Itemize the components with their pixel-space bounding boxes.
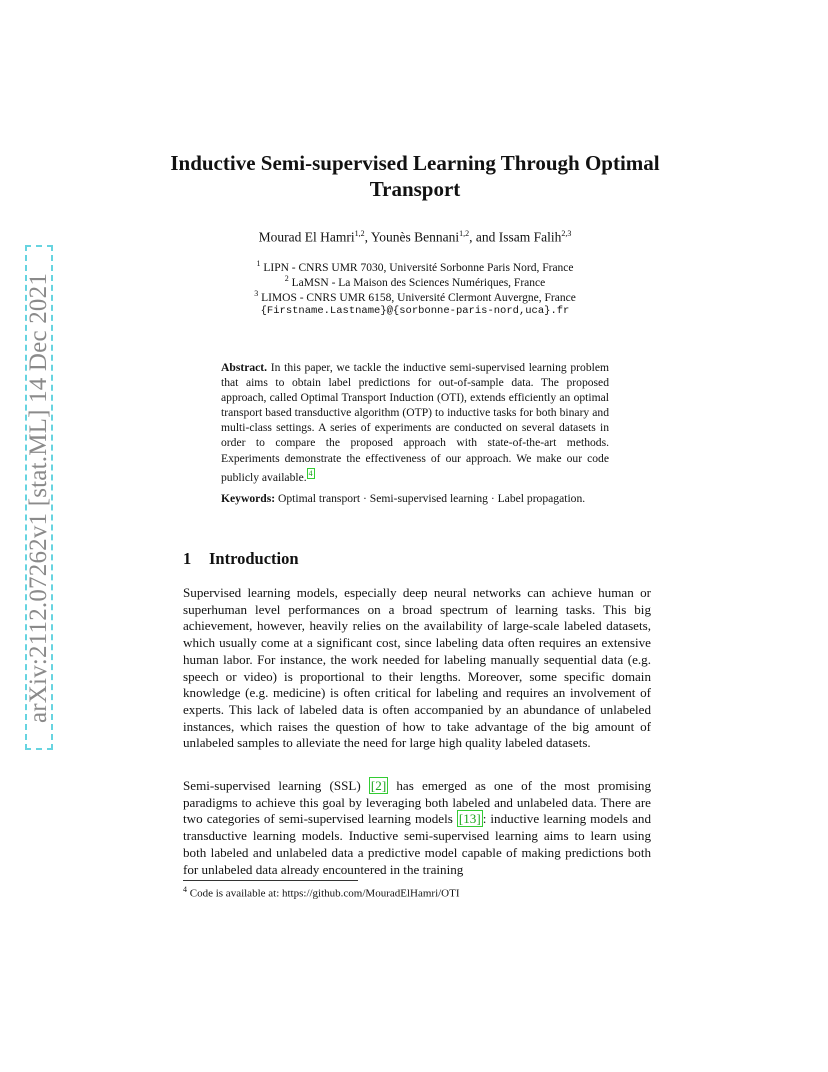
author-separator: , [364, 229, 371, 245]
affiliation-sup: 1 [256, 259, 261, 268]
affiliation-sup: 3 [254, 289, 259, 298]
keywords-label: Keywords: [221, 492, 276, 505]
affiliation-sup: 2 [284, 274, 289, 283]
citation-link[interactable]: [13] [458, 811, 481, 827]
affiliation-2 [150, 274, 680, 289]
affiliation-text: LaMSN - La Maison des Sciences Numériques, France [291, 276, 546, 289]
author-affil-sup: 1,2 [354, 229, 365, 238]
abstract-text: In this paper, we tackle the inductive semi-supervised learning problem that aims to obtain label predictions for out-of-sample data. The proposed approach, called Optimal Transport Induction (OTI), extends efficiently an optimal transport based transductive algorithm (OTP) to inductive tasks for both binary and multi-class settings. A series of experiments are conducted on several datasets in order to compare the proposed approach with state-of-the-art methods. Experiments demonstrate the effectiveness of our approach. We make our code publicly available. [221, 361, 610, 484]
arxiv-stamp [25, 245, 53, 750]
paper-title: Inductive Semi-supervised Learning Through Optimal Transport [170, 151, 660, 201]
author-email: {Firstname.Lastname}@{sorbonne-paris-nord,uca}.fr [260, 305, 570, 317]
intro-paragraph-1: Supervised learning models, especially deep neural networks can achieve human or superhuman level performances on a broad spectrum of learning tasks. This big achievement, however, heavily relies on the availability of large-scale labeled datasets, which usually come at a significant cost, since labeling data often requires an extensive human labor. For instance, the work needed for labeling manually sequential data (e.g. speech or video) is proportional to their lengths. Moreover, some specific domain knowledge (e.g. medicine) is often critical for labeling and requires an involvement of experts. This lack of labeled data is often accompanied by an abundance of unlabeled instances, which raises the question of how to take advantage of the big amount of unlabeled samples to alleviate the need for large high quality labeled datasets. [183, 585, 651, 751]
author-separator: , and [469, 229, 499, 245]
footnote-ref-link[interactable]: 4 [308, 468, 313, 478]
abstract [221, 360, 609, 485]
footnote-sup: 4 [183, 885, 187, 894]
authors-line [150, 229, 680, 246]
affiliation-text: LIPN - CNRS UMR 7030, Université Sorbonne Paris Nord, France [263, 261, 574, 274]
section-title: Introduction [209, 549, 299, 568]
section-number: 1 [183, 549, 192, 568]
keywords-text: Optimal transport · Semi-supervised learning · Label propagation. [278, 492, 586, 505]
para-text: has emerged as one of the most promising paradigms to achieve this goal by leveraging both labeled and unlabeled data. There are two categories of semi-supervised learning models [183, 778, 652, 827]
author-name: Mourad El Hamri [258, 229, 355, 245]
author-name: Younès Bennani [370, 229, 460, 245]
para-text: : inductive learning models and transductive learning models. Inductive semi-supervised learning aims to learn using both labeled and unlabeled data a predictive model capable of making predictions both for unlabeled data already encountered in the training [183, 811, 651, 877]
affiliation-text: LIMOS - CNRS UMR 6158, Université Clermont Auvergne, France [261, 291, 576, 304]
section-heading [183, 549, 299, 569]
footnote-divider [183, 880, 358, 881]
intro-paragraph-2 [183, 778, 651, 878]
keywords [221, 491, 609, 506]
affiliation-1 [150, 259, 680, 274]
arxiv-id: arXiv:2112.07262v1 [stat.ML] 14 Dec 2021 [25, 272, 52, 723]
citation-link[interactable]: [2] [370, 778, 387, 793]
abstract-label: Abstract. [221, 361, 268, 374]
para-text: Semi-supervised learning (SSL) [183, 778, 369, 793]
author-name: Issam Falih [498, 229, 562, 245]
footnote-text: Code is available at: https://github.com/MouradElHamri/OTI [189, 887, 460, 900]
author-affil-sup: 2,3 [561, 229, 572, 238]
footnote [183, 885, 460, 900]
affiliation-3 [150, 289, 680, 304]
author-affil-sup: 1,2 [459, 229, 470, 238]
